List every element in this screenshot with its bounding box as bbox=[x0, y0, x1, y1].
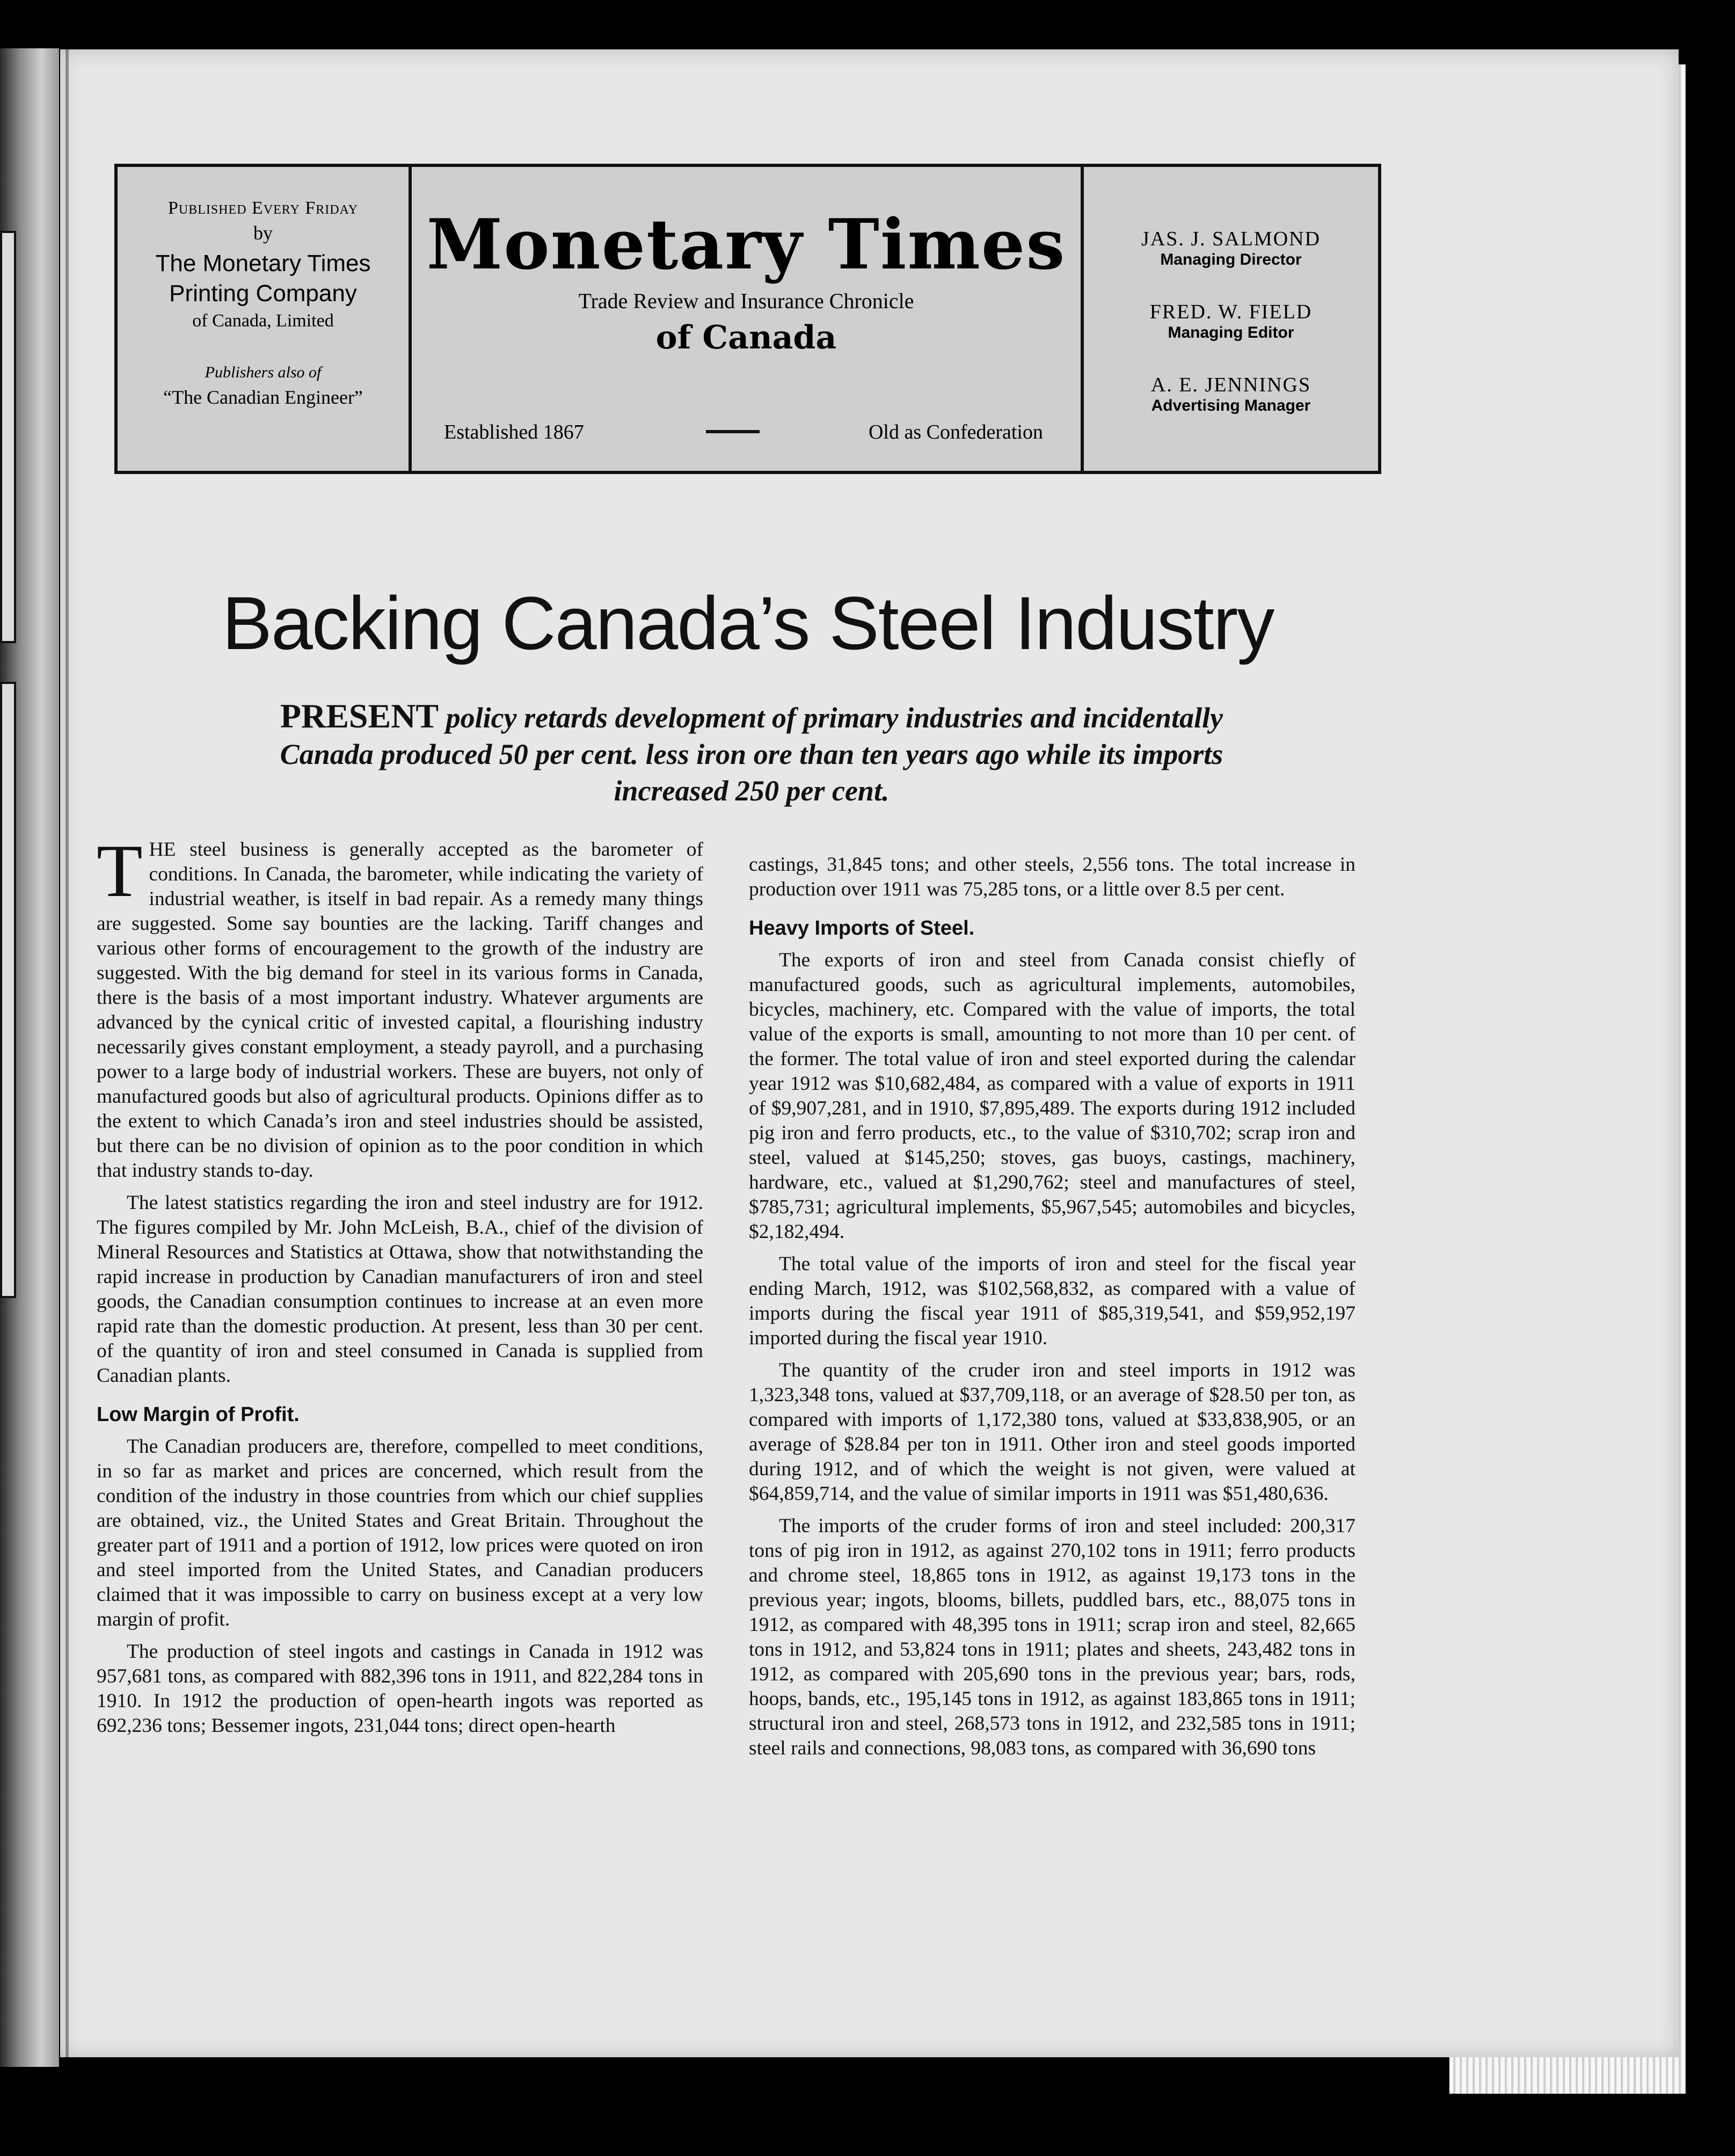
section-heading: Low Margin of Profit. bbox=[97, 1403, 300, 1426]
publishers-also-label: Publishers also of bbox=[205, 363, 322, 381]
sister-publication: “The Canadian Engineer” bbox=[163, 387, 363, 408]
paragraph: The imports of the cruder forms of iron and steel included: 200,317 tons of pig iron in 1912, as against 270,102 tons in 1911; ferro products and chrome steel, 18,865 tons in 1912, as against 19,173 tons in the previous year; ingots, blooms, billets, puddled bars, etc., 88,075 tons in 1912, as compared with 48,395 tons in 1911; scrap iron and steel, 82,665 tons in 1912, and 53,824 tons in 1911; plates and sheets, 243,482 tons in 1912, as compared with 205,690 tons in the previous year; bars, rods, hoops, bands, etc., 195,145 tons in 1912, as against 183,865 tons in 1911; structural iron and steel, 268,573 tons in 1912, and 232,585 tons in 1911; steel rails and connections, 98,083 tons, as compared with 36,690 tons bbox=[749, 1515, 1355, 1759]
paragraph: The total value of the imports of iron and steel for the fiscal year ending March, 1912, was $102,568,832, as compared with a value of imports during the fiscal year 1911 of $85,319,541, and $59,952,197 imported during the fiscal year 1910. bbox=[749, 1253, 1355, 1349]
book-left-edge bbox=[0, 48, 59, 2067]
paragraph: castings, 31,845 tons; and other steels, 2,556 tons. The total increase in production over 1911 was 75,285 tons, or a little over 8.5 per cent. bbox=[749, 854, 1355, 900]
paragraph: The latest statistics regarding the iron and steel industry are for 1912. The figures compiled by Mr. John McLeish, B.A., chief of the division of Mineral Resources and Statistics at Ottawa, show that notwithstanding the rapid increase in production by Canadian manufacturers of iron and steel goods, the Canadian consumption continues to increase at an even more rapid rate than the domestic production. At present, less than 30 per cent. of the quantity of iron and steel consumed in Canada is supplied from Canadian plants. bbox=[97, 1192, 703, 1387]
publication-title: Monetary Times bbox=[426, 205, 1066, 285]
staff-name: FRED. W. FIELD bbox=[1149, 301, 1313, 323]
paragraph: The Canadian producers are, therefore, compelled to meet conditions, in so far as market and prices are concerned, which result from the condition of the industry in those countries from which our chief supplies are obtained, viz., the United States and Great Britain. Throughout the greater part of 1911 and a portion of 1912, low prices were quoted on iron and steel imported from the United States, and Canadian producers claimed that it was impossible to carry on business except at a very low margin of profit. bbox=[97, 1436, 703, 1630]
established-label: Established 1867 bbox=[444, 421, 584, 443]
deck-lead-word: PRESENT bbox=[280, 697, 439, 735]
company-suffix: of Canada, Limited bbox=[192, 311, 334, 331]
staff-name: JAS. J. SALMOND bbox=[1141, 228, 1321, 250]
published-label: Published Every Friday bbox=[167, 198, 359, 218]
paragraph: The production of steel ingots and castings in Canada in 1912 was 957,681 tons, as compared with 882,396 tons in 1911, and 822,284 tons in 1910. In 1912 the production of open-hearth ingots was reported as 692,236 tons; Bessemer ingots, 231,044 tons; direct open-hearth bbox=[97, 1641, 703, 1737]
confederation-label: Old as Confederation bbox=[868, 421, 1043, 443]
divider-dash bbox=[706, 430, 760, 433]
binding-line bbox=[65, 49, 69, 2057]
page-edge-tab bbox=[0, 682, 16, 1298]
paragraph bbox=[97, 829, 703, 1183]
section-heading: Heavy Imports of Steel. bbox=[749, 917, 975, 939]
staff-role: Advertising Manager bbox=[1151, 397, 1311, 414]
article-headline: Backing Canada’s Steel Industry bbox=[222, 581, 1274, 665]
masthead-title-box bbox=[412, 167, 1084, 471]
masthead-publisher-box bbox=[118, 167, 412, 471]
drop-cap: T bbox=[97, 829, 143, 913]
masthead-staff-box bbox=[1084, 167, 1378, 471]
staff-role: Managing Editor bbox=[1168, 324, 1294, 341]
article-deck bbox=[279, 698, 1224, 809]
article-column-left bbox=[97, 829, 703, 1746]
by-label: by bbox=[253, 222, 273, 244]
article-column-right bbox=[749, 853, 1355, 1768]
page-edge-tab bbox=[0, 231, 16, 643]
paragraph-text: HE steel business is generally accepted as the barometer of conditions. In Canada, the barometer, while indicating the variety of industrial weather, is itself in bad repair. As a remedy many things are suggested. Some say bounties are the lacking. Tariff changes and various other forms of encouragement to the growth of the industry are suggested. With the big demand for steel in its various forms in Canada, there is the basis of a most important industry. Whatever arguments are advanced by the cynical critic of invested capital, a flourishing industry necessarily gives constant employment, a steady payroll, and a purchasing power to a large body of industrial workers. These are buyers, not only of manufactured goods but also of agricultural products. Opinions differ as to the extent to which Canada’s iron and steel industries should be assisted, but there can be no division of opinion as to the poor condition in which that industry stands to-day. bbox=[97, 839, 703, 1182]
masthead bbox=[114, 164, 1381, 474]
company-name: The Monetary Times Printing Company bbox=[155, 250, 371, 307]
publication-subtitle: Trade Review and Insurance Chronicle bbox=[578, 289, 914, 313]
paragraph: The exports of iron and steel from Canada consist chiefly of manufactured goods, such as agricultural implements, automobiles, bicycles, machinery, etc. Compared with the value of imports, the total value of the exports is small, amounting to not more than 10 per cent. of the former. The total value of iron and steel exported during the calendar year 1912 was $10,682,484, as compared with a value of exports in 1911 of $9,907,281, and in 1910, $7,895,489. The exports during 1912 included pig iron and ferro products, etc., to the value of $310,702; scrap iron and steel, valued at $145,250; stoves, gas buoys, castings, machinery, hardware, etc., valued at $1,290,762; steel and manufactures of steel, $785,731; agricultural implements, $5,967,545; automobiles and bicycles, $2,182,494. bbox=[749, 949, 1355, 1243]
staff-role: Managing Director bbox=[1160, 251, 1302, 268]
paragraph: The quantity of the cruder iron and steel imports in 1912 was 1,323,348 tons, valued at $37,709,118, or an average of $28.50 per ton, as compared with imports of 1,172,380 tons, valued at $33,838,905, or an average of $28.84 per ton in 1911. Other iron and steel goods imported during 1912, and of which the weight is not given, were valued at $64,859,714, and the value of similar imports in 1911 was $51,480,636. bbox=[749, 1359, 1355, 1505]
deck-text: policy retards development of primary industries and incidentally Canada produced 50 per cent. less iron ore than ten years ago while its imports increased 250 per cent. bbox=[280, 702, 1223, 807]
publication-of-canada: of Canada bbox=[655, 319, 837, 356]
staff-name: A. E. JENNINGS bbox=[1150, 374, 1311, 396]
